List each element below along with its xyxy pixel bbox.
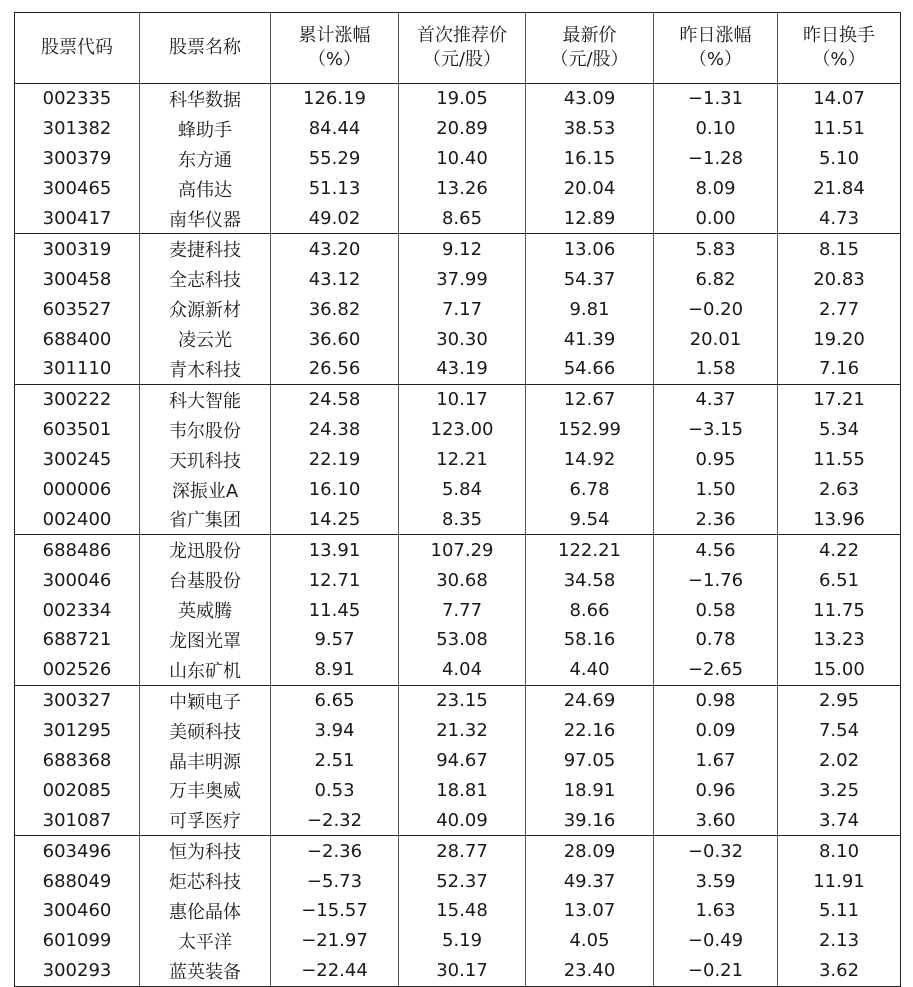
cell-cumulative-gain: −22.44: [271, 956, 399, 986]
cell-cumulative-gain: 9.57: [271, 625, 399, 655]
cell-stock-name: 深振业A: [140, 475, 271, 505]
cell-latest-price: 38.53: [526, 114, 654, 144]
cell-first-price: 12.21: [399, 445, 526, 475]
table-row: [15, 415, 901, 445]
cell-stock-code: 301110: [15, 354, 140, 384]
table-row: [15, 84, 901, 114]
cell-cumulative-gain: 22.19: [271, 445, 399, 475]
cell-stock-code: 300465: [42, 178, 112, 200]
cell-yesterday-turnover: 5.10: [778, 144, 901, 174]
cell-stock-name: 凌云光: [140, 324, 271, 354]
cell-stock-code: 603496: [42, 840, 112, 862]
cell-stock-name: 山东矿机: [140, 655, 271, 685]
cell-latest-price: 97.05: [526, 746, 654, 776]
cell-first-price: 5.84: [399, 475, 526, 505]
cell-yesterday-turnover: 2.95: [778, 685, 901, 715]
cell-latest-price: 12.89: [526, 204, 654, 234]
cell-first-price: 8.65: [399, 204, 526, 234]
cell-stock-name: 龙图光罩: [140, 625, 271, 655]
cell-yesterday-turnover: 2.77: [778, 294, 901, 324]
cell-stock-name: 台基股份: [140, 565, 271, 595]
table-row: [15, 866, 901, 896]
cell-stock-code: 300319: [42, 238, 112, 260]
table-row: [15, 595, 901, 625]
cell-cumulative-gain: 36.60: [271, 324, 399, 354]
cell-latest-price: 20.04: [526, 174, 654, 204]
cell-yesterday-change: 0.96: [654, 775, 778, 805]
cell-yesterday-turnover: 7.54: [778, 716, 901, 746]
cell-first-price: 18.81: [399, 775, 526, 805]
header-row: [15, 13, 901, 84]
cell-stock-name: 中颖电子: [140, 685, 271, 715]
cell-first-price: 53.08: [399, 625, 526, 655]
cell-yesterday-turnover: 4.73: [778, 204, 901, 234]
cell-latest-price: 12.67: [526, 384, 654, 414]
cell-cumulative-gain: 36.82: [271, 294, 399, 324]
cell-cumulative-gain: 11.45: [271, 595, 399, 625]
table-row: [15, 716, 901, 746]
table-row: [15, 775, 901, 805]
cell-stock-name: 太平洋: [140, 926, 271, 956]
cell-latest-price: 41.39: [526, 324, 654, 354]
cell-cumulative-gain: −2.36: [271, 836, 399, 866]
table-row: [15, 655, 901, 685]
cell-cumulative-gain: 51.13: [271, 174, 399, 204]
cell-cumulative-gain: 8.91: [271, 655, 399, 685]
cell-yesterday-change: 6.82: [654, 264, 778, 294]
cell-yesterday-change: −3.15: [654, 415, 778, 445]
cell-cumulative-gain: −5.73: [271, 866, 399, 896]
cell-latest-price: 39.16: [526, 805, 654, 835]
cell-stock-code: 603527: [42, 298, 112, 320]
cell-latest-price: 122.21: [526, 535, 654, 565]
cell-latest-price: 49.37: [526, 866, 654, 896]
cell-cumulative-gain: 0.53: [271, 775, 399, 805]
cell-cumulative-gain: 24.38: [271, 415, 399, 445]
cell-latest-price: 16.15: [526, 144, 654, 174]
header-first-recommend-price: 首次推荐价 （元/股）: [399, 13, 526, 84]
cell-first-price: 40.09: [399, 805, 526, 835]
cell-stock-code: 300458: [42, 268, 112, 290]
cell-yesterday-change: −0.32: [654, 836, 778, 866]
table-row: [15, 445, 901, 475]
cell-stock-name: 炬芯科技: [140, 866, 271, 896]
header-yesterday-turnover: 昨日换手 （%）: [778, 13, 901, 84]
cell-stock-code: 688721: [42, 629, 112, 651]
cell-cumulative-gain: 13.91: [271, 535, 399, 565]
cell-cumulative-gain: 43.12: [271, 264, 399, 294]
cell-stock-name: 科大智能: [140, 384, 271, 414]
cell-stock-code: 300460: [42, 900, 112, 922]
cell-stock-name: 可孚医疗: [140, 805, 271, 835]
cell-yesterday-change: −1.28: [654, 144, 778, 174]
cell-latest-price: 28.09: [526, 836, 654, 866]
cell-yesterday-change: 0.00: [654, 204, 778, 234]
cell-first-price: 7.77: [399, 595, 526, 625]
cell-cumulative-gain: 3.94: [271, 716, 399, 746]
cell-stock-code: 603501: [42, 419, 112, 441]
cell-stock-name: 省广集团: [140, 504, 271, 534]
cell-yesterday-change: 1.67: [654, 746, 778, 776]
cell-stock-code: 000006: [42, 479, 112, 501]
cell-stock-name: 恒为科技: [140, 836, 271, 866]
cell-yesterday-turnover: 19.20: [778, 324, 901, 354]
cell-yesterday-turnover: 11.55: [778, 445, 901, 475]
cell-yesterday-change: 3.59: [654, 866, 778, 896]
table-row: [15, 294, 901, 324]
cell-yesterday-change: 0.10: [654, 114, 778, 144]
cell-yesterday-change: 0.95: [654, 445, 778, 475]
cell-stock-name: 青木科技: [140, 354, 271, 384]
cell-latest-price: 23.40: [526, 956, 654, 986]
cell-first-price: 20.89: [399, 114, 526, 144]
cell-first-price: 123.00: [399, 415, 526, 445]
cell-yesterday-turnover: 5.34: [778, 415, 901, 445]
cell-latest-price: 9.81: [526, 294, 654, 324]
table-row: [15, 234, 901, 264]
cell-yesterday-change: 3.60: [654, 805, 778, 835]
cell-yesterday-change: 2.36: [654, 504, 778, 534]
stock-table-container: [14, 12, 900, 987]
cell-first-price: 7.17: [399, 294, 526, 324]
cell-yesterday-change: 1.58: [654, 354, 778, 384]
cell-latest-price: 13.07: [526, 896, 654, 926]
cell-stock-code: 301382: [42, 118, 112, 140]
cell-yesterday-turnover: 3.25: [778, 775, 901, 805]
cell-stock-code: 300245: [42, 449, 112, 471]
header-stock-code: 股票代码: [15, 13, 140, 84]
cell-stock-name: 全志科技: [140, 264, 271, 294]
table-row: [15, 264, 901, 294]
cell-stock-code: 300327: [42, 690, 112, 712]
cell-yesterday-turnover: 13.23: [778, 625, 901, 655]
cell-stock-name: 天玑科技: [140, 445, 271, 475]
cell-yesterday-turnover: 7.16: [778, 354, 901, 384]
cell-first-price: 52.37: [399, 866, 526, 896]
cell-yesterday-change: 0.98: [654, 685, 778, 715]
cell-cumulative-gain: 6.65: [271, 685, 399, 715]
cell-first-price: 9.12: [399, 234, 526, 264]
cell-first-price: 30.68: [399, 565, 526, 595]
cell-yesterday-turnover: 11.51: [778, 114, 901, 144]
cell-cumulative-gain: 26.56: [271, 354, 399, 384]
cell-yesterday-change: 4.56: [654, 535, 778, 565]
cell-cumulative-gain: 43.20: [271, 234, 399, 264]
cell-yesterday-turnover: 8.10: [778, 836, 901, 866]
cell-yesterday-turnover: 4.22: [778, 535, 901, 565]
cell-latest-price: 6.78: [526, 475, 654, 505]
cell-stock-name: 英威腾: [140, 595, 271, 625]
cell-latest-price: 58.16: [526, 625, 654, 655]
cell-yesterday-turnover: 8.15: [778, 234, 901, 264]
cell-yesterday-change: 20.01: [654, 324, 778, 354]
cell-stock-code: 688368: [42, 750, 112, 772]
cell-cumulative-gain: 2.51: [271, 746, 399, 776]
cell-stock-name: 晶丰明源: [140, 746, 271, 776]
stock-recommendation-table: [14, 12, 901, 987]
cell-stock-name: 龙迅股份: [140, 535, 271, 565]
cell-latest-price: 54.37: [526, 264, 654, 294]
cell-yesterday-turnover: 21.84: [778, 174, 901, 204]
cell-latest-price: 22.16: [526, 716, 654, 746]
cell-stock-name: 东方通: [140, 144, 271, 174]
cell-stock-name: 惠伦晶体: [140, 896, 271, 926]
cell-stock-code: 300046: [42, 569, 112, 591]
cell-stock-code: 688049: [42, 870, 112, 892]
cell-cumulative-gain: 55.29: [271, 144, 399, 174]
cell-yesterday-change: 8.09: [654, 174, 778, 204]
cell-cumulative-gain: 126.19: [271, 84, 399, 114]
table-row: [15, 685, 901, 715]
table-row: [15, 535, 901, 565]
cell-first-price: 43.19: [399, 354, 526, 384]
cell-yesterday-turnover: 11.91: [778, 866, 901, 896]
table-row: [15, 805, 901, 835]
cell-yesterday-change: 0.09: [654, 716, 778, 746]
cell-stock-code: 300293: [42, 960, 112, 982]
cell-first-price: 13.26: [399, 174, 526, 204]
table-row: [15, 354, 901, 384]
cell-latest-price: 24.69: [526, 685, 654, 715]
cell-stock-name: 万丰奥威: [140, 775, 271, 805]
cell-stock-name: 众源新材: [140, 294, 271, 324]
cell-stock-name: 韦尔股份: [140, 415, 271, 445]
cell-latest-price: 4.40: [526, 655, 654, 685]
table-row: [15, 174, 901, 204]
cell-stock-code: 002400: [15, 504, 140, 534]
cell-first-price: 28.77: [399, 836, 526, 866]
table-row: [15, 144, 901, 174]
cell-stock-name: 南华仪器: [140, 204, 271, 234]
cell-cumulative-gain: 24.58: [271, 384, 399, 414]
cell-stock-code: 002334: [42, 599, 112, 621]
table-row: [15, 625, 901, 655]
cell-cumulative-gain: −21.97: [271, 926, 399, 956]
header-cumulative-gain: 累计涨幅 （%）: [271, 13, 399, 84]
table-row: [15, 896, 901, 926]
cell-first-price: 8.35: [399, 504, 526, 534]
cell-stock-code: 300222: [42, 389, 112, 411]
cell-yesterday-turnover: 6.51: [778, 565, 901, 595]
cell-yesterday-turnover: 14.07: [778, 84, 901, 114]
cell-latest-price: 43.09: [526, 84, 654, 114]
cell-stock-code: 301087: [15, 805, 140, 835]
cell-yesterday-turnover: 2.02: [778, 746, 901, 776]
cell-latest-price: 14.92: [526, 445, 654, 475]
cell-latest-price: 13.06: [526, 234, 654, 264]
header-yesterday-change: 昨日涨幅 （%）: [654, 13, 778, 84]
cell-yesterday-change: −0.49: [654, 926, 778, 956]
cell-yesterday-turnover: 11.75: [778, 595, 901, 625]
cell-yesterday-turnover: 2.63: [778, 475, 901, 505]
table-body: [15, 84, 901, 987]
cell-cumulative-gain: 84.44: [271, 114, 399, 144]
cell-cumulative-gain: −15.57: [271, 896, 399, 926]
cell-yesterday-turnover: 2.13: [778, 926, 901, 956]
cell-stock-name: 麦捷科技: [140, 234, 271, 264]
cell-first-price: 37.99: [399, 264, 526, 294]
cell-stock-code: 300417: [15, 204, 140, 234]
cell-yesterday-turnover: 17.21: [778, 384, 901, 414]
cell-yesterday-change: 0.58: [654, 595, 778, 625]
cell-first-price: 10.40: [399, 144, 526, 174]
header-stock-name: 股票名称: [140, 13, 271, 84]
cell-first-price: 21.32: [399, 716, 526, 746]
cell-stock-name: 高伟达: [140, 174, 271, 204]
cell-yesterday-change: 0.78: [654, 625, 778, 655]
cell-stock-code: 002526: [15, 655, 140, 685]
cell-stock-name: 美硕科技: [140, 716, 271, 746]
cell-first-price: 5.19: [399, 926, 526, 956]
cell-cumulative-gain: 14.25: [271, 504, 399, 534]
cell-stock-code: 301295: [42, 720, 112, 742]
cell-yesterday-change: −1.31: [654, 84, 778, 114]
table-row: [15, 836, 901, 866]
cell-stock-code: 300379: [42, 148, 112, 170]
table-row: [15, 204, 901, 234]
cell-first-price: 10.17: [399, 384, 526, 414]
cell-yesterday-change: −1.76: [654, 565, 778, 595]
cell-stock-name: 科华数据: [140, 84, 271, 114]
cell-yesterday-turnover: 5.11: [778, 896, 901, 926]
cell-latest-price: 4.05: [526, 926, 654, 956]
table-row: [15, 504, 901, 534]
cell-yesterday-change: −0.20: [654, 294, 778, 324]
cell-first-price: 4.04: [399, 655, 526, 685]
cell-stock-name: 蓝英装备: [140, 956, 271, 986]
cell-yesterday-change: −0.21: [654, 956, 778, 986]
cell-yesterday-turnover: 3.74: [778, 805, 901, 835]
cell-latest-price: 18.91: [526, 775, 654, 805]
cell-first-price: 30.30: [399, 324, 526, 354]
cell-yesterday-turnover: 13.96: [778, 504, 901, 534]
table-row: [15, 384, 901, 414]
cell-stock-name: 蜂助手: [140, 114, 271, 144]
cell-first-price: 94.67: [399, 746, 526, 776]
table-row: [15, 956, 901, 986]
cell-cumulative-gain: 16.10: [271, 475, 399, 505]
cell-first-price: 30.17: [399, 956, 526, 986]
cell-cumulative-gain: −2.32: [271, 805, 399, 835]
cell-cumulative-gain: 12.71: [271, 565, 399, 595]
cell-yesterday-turnover: 15.00: [778, 655, 901, 685]
cell-first-price: 23.15: [399, 685, 526, 715]
cell-stock-code: 601099: [42, 930, 112, 952]
cell-cumulative-gain: 49.02: [271, 204, 399, 234]
header-latest-price: 最新价 （元/股）: [526, 13, 654, 84]
table-row: [15, 324, 901, 354]
cell-latest-price: 152.99: [526, 415, 654, 445]
table-row: [15, 114, 901, 144]
cell-yesterday-change: −2.65: [654, 655, 778, 685]
cell-yesterday-turnover: 20.83: [778, 264, 901, 294]
cell-yesterday-change: 1.63: [654, 896, 778, 926]
cell-latest-price: 34.58: [526, 565, 654, 595]
cell-stock-code: 002335: [42, 88, 112, 110]
table-row: [15, 926, 901, 956]
cell-yesterday-turnover: 3.62: [778, 956, 901, 986]
table-row: [15, 565, 901, 595]
cell-yesterday-change: 4.37: [654, 384, 778, 414]
table-row: [15, 475, 901, 505]
cell-stock-code: 688486: [42, 539, 112, 561]
cell-yesterday-change: 1.50: [654, 475, 778, 505]
cell-first-price: 15.48: [399, 896, 526, 926]
cell-yesterday-change: 5.83: [654, 234, 778, 264]
table-row: [15, 746, 901, 776]
cell-latest-price: 9.54: [526, 504, 654, 534]
cell-stock-code: 002085: [42, 779, 112, 801]
cell-first-price: 107.29: [399, 535, 526, 565]
cell-stock-code: 688400: [42, 328, 112, 350]
cell-latest-price: 54.66: [526, 354, 654, 384]
cell-first-price: 19.05: [399, 84, 526, 114]
cell-latest-price: 8.66: [526, 595, 654, 625]
